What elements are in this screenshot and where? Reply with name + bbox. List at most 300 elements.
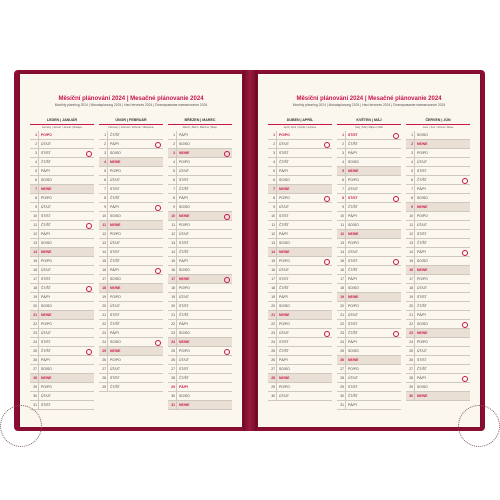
day-row[interactable] — [337, 320, 401, 329]
note-field[interactable] — [191, 365, 232, 373]
day-row[interactable] — [168, 149, 232, 158]
note-field[interactable] — [191, 257, 232, 265]
day-row[interactable] — [268, 356, 332, 365]
note-field[interactable] — [191, 158, 232, 166]
day-row[interactable] — [268, 293, 332, 302]
day-row[interactable] — [30, 140, 94, 149]
day-row[interactable] — [168, 176, 232, 185]
note-field[interactable] — [122, 293, 163, 301]
note-field[interactable] — [429, 383, 470, 391]
day-row[interactable] — [99, 320, 163, 329]
note-field[interactable] — [191, 167, 232, 175]
note-field[interactable] — [429, 212, 470, 220]
note-field[interactable] — [53, 194, 94, 202]
note-field[interactable] — [360, 167, 401, 175]
note-field[interactable] — [122, 257, 163, 265]
day-row[interactable] — [168, 356, 232, 365]
day-row[interactable] — [168, 221, 232, 230]
note-field[interactable] — [53, 284, 94, 292]
note-field[interactable] — [429, 176, 470, 184]
day-row[interactable] — [337, 221, 401, 230]
day-row[interactable] — [337, 257, 401, 266]
note-field[interactable] — [191, 203, 232, 211]
day-row[interactable] — [406, 365, 470, 374]
note-field[interactable] — [53, 392, 94, 400]
note-field[interactable] — [360, 221, 401, 229]
note-field[interactable] — [122, 185, 163, 193]
day-row[interactable] — [99, 266, 163, 275]
note-field[interactable] — [53, 266, 94, 274]
day-row[interactable] — [99, 374, 163, 383]
note-field[interactable] — [429, 311, 470, 319]
day-row[interactable] — [30, 158, 94, 167]
note-field[interactable] — [191, 347, 232, 355]
day-row[interactable] — [99, 311, 163, 320]
day-row[interactable] — [406, 239, 470, 248]
day-row[interactable] — [337, 338, 401, 347]
note-field[interactable] — [291, 329, 332, 337]
note-field[interactable] — [360, 194, 401, 202]
day-row[interactable] — [268, 248, 332, 257]
day-row[interactable] — [99, 131, 163, 140]
note-field[interactable] — [429, 365, 470, 373]
day-row[interactable] — [168, 329, 232, 338]
note-field[interactable] — [360, 293, 401, 301]
day-row[interactable] — [99, 239, 163, 248]
day-row[interactable] — [268, 302, 332, 311]
day-row[interactable] — [268, 392, 332, 401]
day-row[interactable] — [337, 158, 401, 167]
day-row[interactable] — [30, 311, 94, 320]
note-field[interactable] — [191, 140, 232, 148]
note-field[interactable] — [291, 131, 332, 139]
day-row[interactable] — [268, 383, 332, 392]
note-field[interactable] — [122, 158, 163, 166]
note-field[interactable] — [360, 284, 401, 292]
note-field[interactable] — [291, 302, 332, 310]
day-row[interactable] — [337, 185, 401, 194]
day-row[interactable] — [337, 275, 401, 284]
note-field[interactable] — [360, 239, 401, 247]
day-row[interactable] — [268, 320, 332, 329]
day-row[interactable] — [168, 311, 232, 320]
note-field[interactable] — [53, 293, 94, 301]
day-row[interactable] — [30, 347, 94, 356]
note-field[interactable] — [291, 194, 332, 202]
day-row[interactable] — [30, 392, 94, 401]
day-row[interactable] — [406, 275, 470, 284]
day-row[interactable] — [99, 185, 163, 194]
note-field[interactable] — [53, 140, 94, 148]
day-row[interactable] — [99, 284, 163, 293]
note-field[interactable] — [53, 257, 94, 265]
note-field[interactable] — [360, 257, 401, 265]
day-row[interactable] — [99, 194, 163, 203]
day-row[interactable] — [168, 347, 232, 356]
note-field[interactable] — [291, 158, 332, 166]
note-field[interactable] — [53, 365, 94, 373]
note-field[interactable] — [291, 212, 332, 220]
day-row[interactable] — [168, 365, 232, 374]
day-row[interactable] — [268, 329, 332, 338]
note-field[interactable] — [53, 302, 94, 310]
day-row[interactable] — [30, 185, 94, 194]
note-field[interactable] — [122, 140, 163, 148]
day-row[interactable] — [168, 167, 232, 176]
note-field[interactable] — [291, 392, 332, 400]
day-row[interactable] — [268, 203, 332, 212]
note-field[interactable] — [191, 212, 232, 220]
day-row[interactable] — [406, 131, 470, 140]
day-row[interactable] — [406, 284, 470, 293]
day-row[interactable] — [406, 140, 470, 149]
note-field[interactable] — [291, 383, 332, 391]
day-row[interactable] — [268, 221, 332, 230]
note-field[interactable] — [53, 374, 94, 382]
note-field[interactable] — [360, 266, 401, 274]
day-row[interactable] — [168, 401, 232, 410]
day-row[interactable] — [168, 383, 232, 392]
note-field[interactable] — [291, 311, 332, 319]
day-row[interactable] — [337, 383, 401, 392]
day-row[interactable] — [337, 365, 401, 374]
day-row[interactable] — [406, 257, 470, 266]
day-row[interactable] — [30, 221, 94, 230]
note-field[interactable] — [53, 356, 94, 364]
note-field[interactable] — [291, 347, 332, 355]
day-row[interactable] — [30, 203, 94, 212]
day-row[interactable] — [268, 338, 332, 347]
note-field[interactable] — [122, 203, 163, 211]
day-row[interactable] — [406, 293, 470, 302]
note-field[interactable] — [122, 329, 163, 337]
day-row[interactable] — [30, 149, 94, 158]
note-field[interactable] — [191, 176, 232, 184]
day-row[interactable] — [268, 311, 332, 320]
note-field[interactable] — [191, 275, 232, 283]
day-row[interactable] — [168, 392, 232, 401]
note-field[interactable] — [191, 221, 232, 229]
day-row[interactable] — [99, 275, 163, 284]
day-row[interactable] — [406, 329, 470, 338]
day-row[interactable] — [30, 230, 94, 239]
note-field[interactable] — [360, 230, 401, 238]
note-field[interactable] — [53, 275, 94, 283]
day-row[interactable] — [268, 149, 332, 158]
note-field[interactable] — [429, 392, 470, 400]
note-field[interactable] — [360, 356, 401, 364]
note-field[interactable] — [429, 221, 470, 229]
note-field[interactable] — [429, 149, 470, 157]
note-field[interactable] — [291, 185, 332, 193]
day-row[interactable] — [337, 374, 401, 383]
note-field[interactable] — [291, 176, 332, 184]
day-row[interactable] — [168, 194, 232, 203]
day-row[interactable] — [99, 212, 163, 221]
note-field[interactable] — [53, 230, 94, 238]
note-field[interactable] — [429, 347, 470, 355]
day-row[interactable] — [99, 230, 163, 239]
day-row[interactable] — [99, 338, 163, 347]
note-field[interactable] — [429, 374, 470, 382]
day-row[interactable] — [268, 158, 332, 167]
note-field[interactable] — [360, 176, 401, 184]
note-field[interactable] — [191, 149, 232, 157]
note-field[interactable] — [122, 338, 163, 346]
note-field[interactable] — [291, 248, 332, 256]
note-field[interactable] — [191, 194, 232, 202]
day-row[interactable] — [337, 311, 401, 320]
note-field[interactable] — [291, 293, 332, 301]
note-field[interactable] — [122, 194, 163, 202]
day-row[interactable] — [337, 284, 401, 293]
note-field[interactable] — [191, 239, 232, 247]
day-row[interactable] — [168, 212, 232, 221]
day-row[interactable] — [168, 203, 232, 212]
day-row[interactable] — [99, 257, 163, 266]
note-field[interactable] — [360, 149, 401, 157]
note-field[interactable] — [53, 338, 94, 346]
day-row[interactable] — [99, 176, 163, 185]
note-field[interactable] — [122, 167, 163, 175]
note-field[interactable] — [53, 320, 94, 328]
note-field[interactable] — [291, 257, 332, 265]
day-row[interactable] — [268, 266, 332, 275]
day-row[interactable] — [30, 338, 94, 347]
note-field[interactable] — [191, 392, 232, 400]
day-row[interactable] — [406, 221, 470, 230]
day-row[interactable] — [30, 167, 94, 176]
note-field[interactable] — [429, 284, 470, 292]
day-row[interactable] — [406, 167, 470, 176]
note-field[interactable] — [291, 284, 332, 292]
note-field[interactable] — [191, 374, 232, 382]
note-field[interactable] — [360, 140, 401, 148]
day-row[interactable] — [406, 338, 470, 347]
note-field[interactable] — [53, 311, 94, 319]
note-field[interactable] — [429, 266, 470, 274]
note-field[interactable] — [429, 230, 470, 238]
note-field[interactable] — [360, 329, 401, 337]
day-row[interactable] — [30, 302, 94, 311]
note-field[interactable] — [360, 212, 401, 220]
note-field[interactable] — [53, 329, 94, 337]
day-row[interactable] — [168, 248, 232, 257]
day-row[interactable] — [406, 158, 470, 167]
day-row[interactable] — [268, 230, 332, 239]
note-field[interactable] — [291, 320, 332, 328]
day-row[interactable] — [337, 401, 401, 410]
day-row[interactable] — [99, 329, 163, 338]
note-field[interactable] — [53, 158, 94, 166]
day-row[interactable] — [30, 383, 94, 392]
day-row[interactable] — [30, 194, 94, 203]
note-field[interactable] — [360, 185, 401, 193]
note-field[interactable] — [53, 347, 94, 355]
note-field[interactable] — [53, 167, 94, 175]
day-row[interactable] — [30, 212, 94, 221]
note-field[interactable] — [122, 275, 163, 283]
note-field[interactable] — [360, 392, 401, 400]
day-row[interactable] — [30, 320, 94, 329]
day-row[interactable] — [168, 140, 232, 149]
note-field[interactable] — [122, 320, 163, 328]
day-row[interactable] — [30, 131, 94, 140]
note-field[interactable] — [122, 311, 163, 319]
day-row[interactable] — [337, 212, 401, 221]
note-field[interactable] — [360, 401, 401, 409]
note-field[interactable] — [360, 347, 401, 355]
note-field[interactable] — [291, 356, 332, 364]
note-field[interactable] — [291, 275, 332, 283]
note-field[interactable] — [291, 374, 332, 382]
note-field[interactable] — [291, 239, 332, 247]
day-row[interactable] — [168, 374, 232, 383]
note-field[interactable] — [191, 230, 232, 238]
note-field[interactable] — [429, 320, 470, 328]
day-row[interactable] — [30, 374, 94, 383]
note-field[interactable] — [291, 221, 332, 229]
day-row[interactable] — [30, 293, 94, 302]
note-field[interactable] — [191, 302, 232, 310]
note-field[interactable] — [191, 356, 232, 364]
note-field[interactable] — [291, 167, 332, 175]
day-row[interactable] — [268, 212, 332, 221]
note-field[interactable] — [429, 257, 470, 265]
day-row[interactable] — [168, 302, 232, 311]
note-field[interactable] — [122, 284, 163, 292]
day-row[interactable] — [168, 230, 232, 239]
note-field[interactable] — [122, 356, 163, 364]
note-field[interactable] — [122, 365, 163, 373]
day-row[interactable] — [268, 176, 332, 185]
day-row[interactable] — [406, 185, 470, 194]
note-field[interactable] — [191, 185, 232, 193]
note-field[interactable] — [122, 383, 163, 391]
day-row[interactable] — [99, 356, 163, 365]
note-field[interactable] — [429, 131, 470, 139]
note-field[interactable] — [429, 293, 470, 301]
note-field[interactable] — [429, 140, 470, 148]
note-field[interactable] — [191, 401, 232, 409]
note-field[interactable] — [360, 320, 401, 328]
day-row[interactable] — [337, 194, 401, 203]
day-row[interactable] — [99, 365, 163, 374]
note-field[interactable] — [53, 212, 94, 220]
day-row[interactable] — [406, 176, 470, 185]
note-field[interactable] — [53, 383, 94, 391]
day-row[interactable] — [406, 311, 470, 320]
day-row[interactable] — [99, 347, 163, 356]
day-row[interactable] — [99, 293, 163, 302]
day-row[interactable] — [406, 248, 470, 257]
day-row[interactable] — [268, 185, 332, 194]
day-row[interactable] — [268, 239, 332, 248]
day-row[interactable] — [268, 365, 332, 374]
day-row[interactable] — [99, 302, 163, 311]
note-field[interactable] — [429, 203, 470, 211]
day-row[interactable] — [99, 383, 163, 392]
day-row[interactable] — [30, 365, 94, 374]
day-row[interactable] — [168, 131, 232, 140]
day-row[interactable] — [337, 167, 401, 176]
day-row[interactable] — [30, 176, 94, 185]
note-field[interactable] — [360, 275, 401, 283]
day-row[interactable] — [99, 149, 163, 158]
note-field[interactable] — [122, 374, 163, 382]
day-row[interactable] — [337, 140, 401, 149]
note-field[interactable] — [291, 140, 332, 148]
note-field[interactable] — [360, 158, 401, 166]
note-field[interactable] — [122, 176, 163, 184]
note-field[interactable] — [191, 284, 232, 292]
day-row[interactable] — [406, 266, 470, 275]
day-row[interactable] — [168, 158, 232, 167]
note-field[interactable] — [53, 401, 94, 409]
day-row[interactable] — [30, 401, 94, 410]
day-row[interactable] — [406, 392, 470, 401]
day-row[interactable] — [99, 203, 163, 212]
note-field[interactable] — [122, 248, 163, 256]
note-field[interactable] — [291, 149, 332, 157]
note-field[interactable] — [360, 131, 401, 139]
day-row[interactable] — [337, 230, 401, 239]
note-field[interactable] — [360, 311, 401, 319]
note-field[interactable] — [122, 347, 163, 355]
note-field[interactable] — [122, 221, 163, 229]
note-field[interactable] — [360, 374, 401, 382]
note-field[interactable] — [191, 293, 232, 301]
note-field[interactable] — [191, 329, 232, 337]
day-row[interactable] — [168, 293, 232, 302]
day-row[interactable] — [337, 266, 401, 275]
note-field[interactable] — [191, 266, 232, 274]
note-field[interactable] — [291, 266, 332, 274]
day-row[interactable] — [406, 203, 470, 212]
day-row[interactable] — [268, 347, 332, 356]
day-row[interactable] — [268, 131, 332, 140]
day-row[interactable] — [30, 275, 94, 284]
day-row[interactable] — [406, 383, 470, 392]
day-row[interactable] — [268, 194, 332, 203]
note-field[interactable] — [291, 365, 332, 373]
note-field[interactable] — [360, 338, 401, 346]
note-field[interactable] — [53, 131, 94, 139]
day-row[interactable] — [337, 131, 401, 140]
note-field[interactable] — [429, 158, 470, 166]
day-row[interactable] — [406, 149, 470, 158]
day-row[interactable] — [406, 194, 470, 203]
day-row[interactable] — [30, 284, 94, 293]
day-row[interactable] — [337, 293, 401, 302]
day-row[interactable] — [337, 239, 401, 248]
day-row[interactable] — [99, 221, 163, 230]
note-field[interactable] — [291, 203, 332, 211]
note-field[interactable] — [429, 239, 470, 247]
day-row[interactable] — [268, 284, 332, 293]
day-row[interactable] — [406, 320, 470, 329]
day-row[interactable] — [168, 284, 232, 293]
day-row[interactable] — [168, 257, 232, 266]
note-field[interactable] — [191, 383, 232, 391]
note-field[interactable] — [191, 311, 232, 319]
note-field[interactable] — [191, 248, 232, 256]
day-row[interactable] — [337, 329, 401, 338]
note-field[interactable] — [53, 185, 94, 193]
note-field[interactable] — [122, 131, 163, 139]
day-row[interactable] — [30, 329, 94, 338]
note-field[interactable] — [360, 203, 401, 211]
